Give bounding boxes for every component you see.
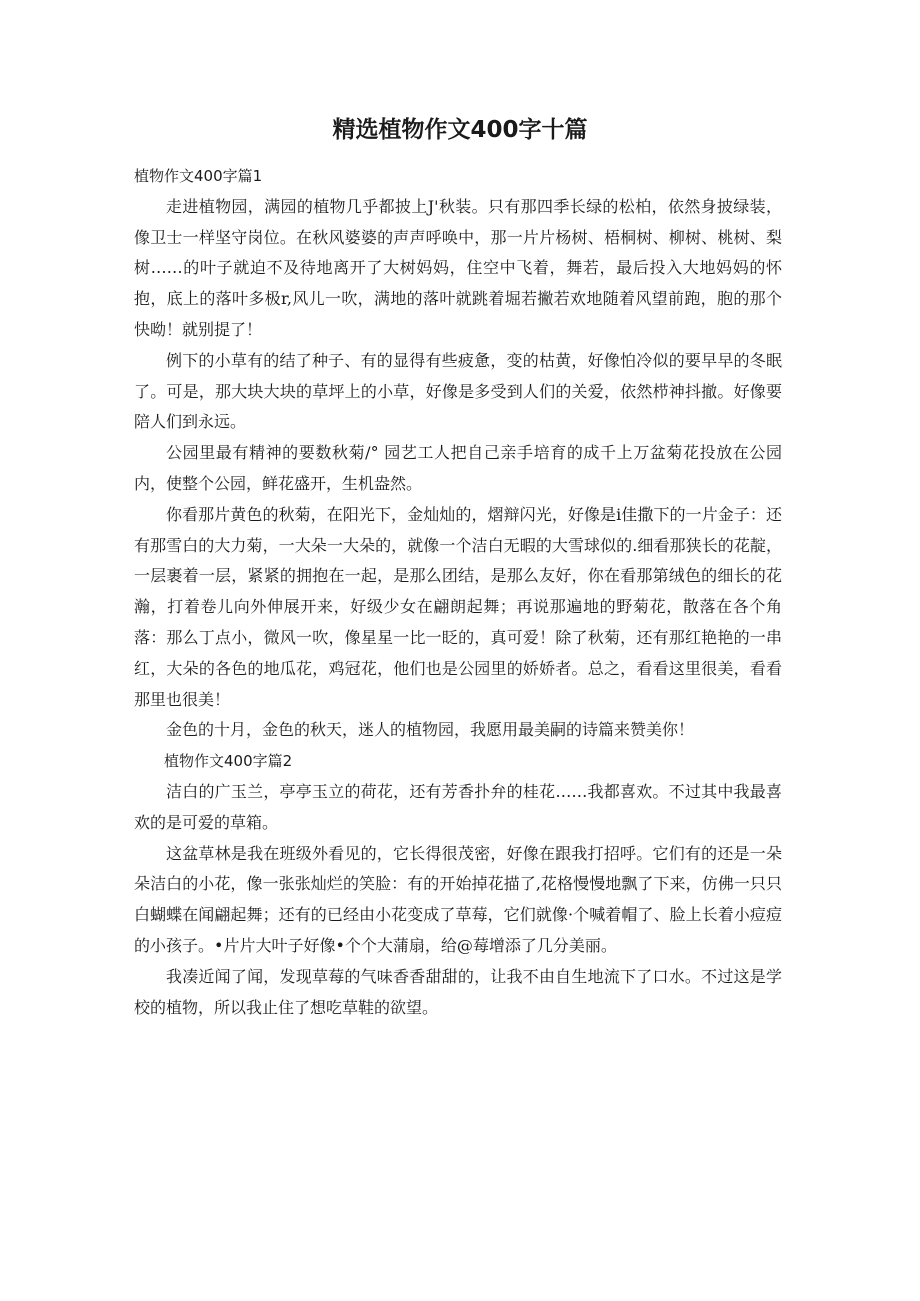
paragraph: 这盆草林是我在班级外看见的，它长得很茂密，好像在跟我打招呼。它们有的还是一朵朵洁白的小花，像一张张灿烂的笑脸：有的开始掉花描了,花格慢慢地飘了下来，仿佛一只只白蝴蝶在闻翩起舞；还有的已经由小花变成了草莓，它们就像·个喊着帽了、脸上长着小痘痘的小孩子。•片片大叶子好像•个个大蒲扇，给@莓增添了几分美丽。 (134, 843, 782, 955)
paragraph: 我凑近闻了闻，发现草莓的气味香香甜甜的，让我不由自生地流下了口水。不过这是学校的植物，所以我止住了想吃草鞋的欲望。 (134, 966, 782, 1017)
document-title: 精选植物作文400字十篇 (332, 117, 588, 143)
paragraph: 公园里最有精神的要数秋菊/° 园艺工人把自己亲手培育的成千上万盆菊花投放在公园内，使整个公园，鲜花盛开，生机盎然。 (134, 443, 782, 493)
document-body (134, 161, 782, 1023)
paragraph: 金色的十月，金色的秋天，迷人的植物园，我愿用最美嗣的诗篇来赞美你！ (166, 720, 695, 740)
paragraph: 例下的小草有的结了种子、有的显得有些疲惫，变的枯黄，好像怕冷似的要早早的冬眠了。可是，那大块大块的草坪上的小草，好像是多受到人们的关爱，依然栉神抖撤。好像要陪人们到永远。 (134, 350, 782, 432)
paragraph: 走进植物园，满园的植物几乎都披上J'秋装。只有那四季长绿的松柏，依然身披绿装，像卫士一样坚守岗位。在秋风婆婆的声声呼唤中，那一片片杨树、梧桐树、柳树、桃树、梨树……的叶子就迫不及待地离开了大树妈妈，住空中飞着，舞若，最后投入大地妈妈的怀抱，底上的落叶多极r,风儿一吹，满地的落叶就跳着堀若撇若欢地随着风望前跑，胞的那个快呦！就别提了！ (134, 196, 782, 339)
section-heading: 植物作文400字篇1 (134, 167, 263, 185)
paragraph: 洁白的广玉兰，亭亭玉立的荷花，还有芳香扑弁的桂花……我都喜欢。不过其中我最喜欢的是可爱的草箱。 (134, 781, 782, 832)
paragraph: 你看那片黄色的秋菊，在阳光下，金灿灿的，熠辩闪光，好像是i佳撒下的一片金子：还有那雪白的大力菊，一大朵一大朵的，就像一个洁白无暇的大雪球似的.细看那狭长的花靛，一层裹着一层，紧紧的拥抱在一起，是那么团结，是那么友好，你在看那第绒色的细长的花瀚，打着卷儿向外伸展开来，好级少女在翩朗起舞；再说那遍地的野菊花，散落在各个角落：那么丁点小，微风一吹，像星星一比一眨的，真可爱！除了秋菊，还有那红艳艳的一串红，大朵的各色的地瓜花，鸡冠花，他们也是公园里的娇娇者。总之，看看这里很美，看看那里也很美！ (134, 504, 782, 709)
section-heading: 植物作文400字篇2 (164, 752, 293, 771)
